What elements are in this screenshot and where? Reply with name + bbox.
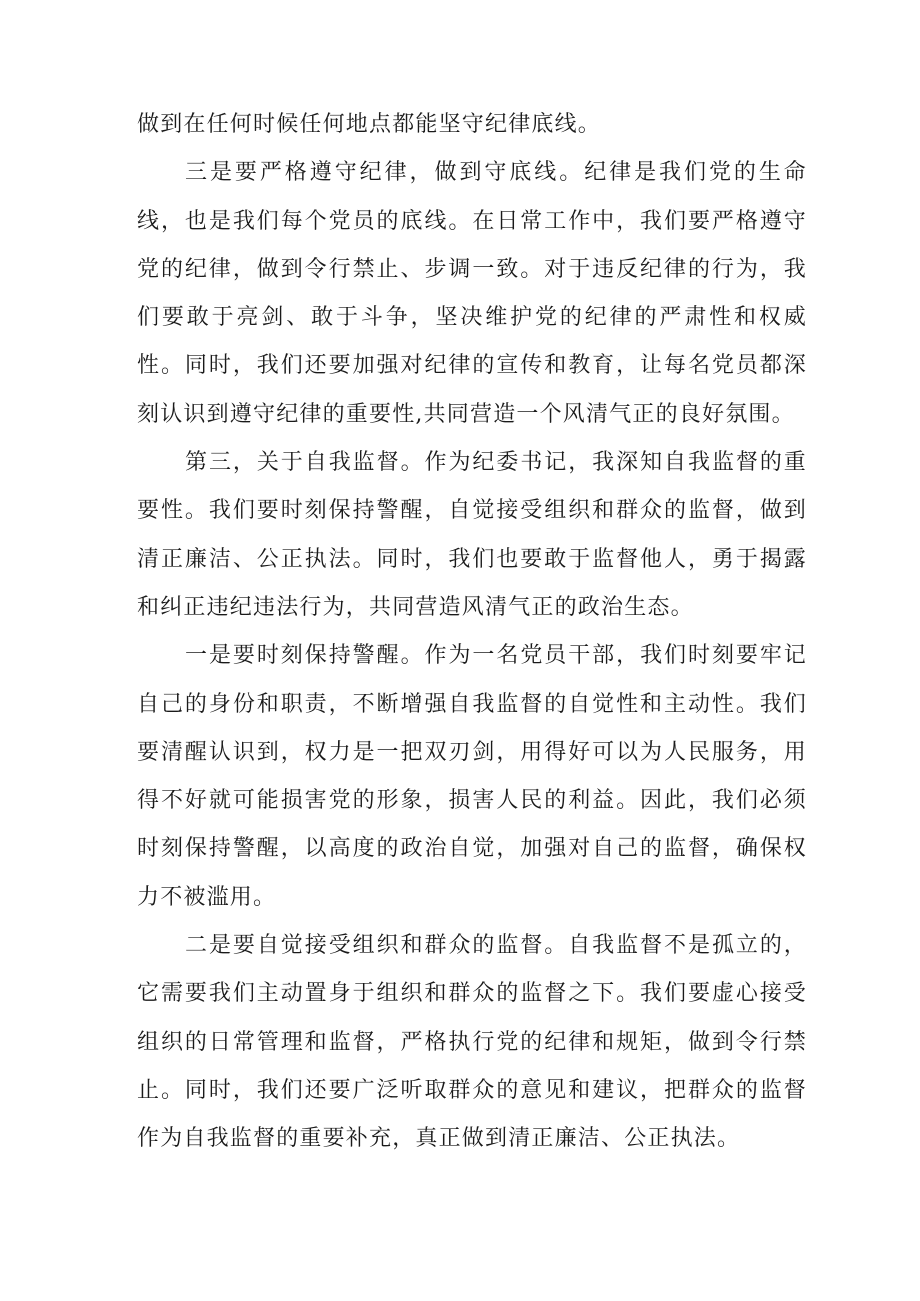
paragraph-accept-supervision: 二是要自觉接受组织和群众的监督。自我监督不是孤立的，它需要我们主动置身于组织和群众的监督之下。我们要虚心接受组织的日常管理和监督，严格执行党的纪律和规矩，做到令行禁止。同时，我们还要广泛听取群众的意见和建议，把群众的监督作为自我监督的重要补充，真正做到清正廉洁、公正执法。 [137,933,807,1152]
document-body [137,101,807,1164]
paragraph-continuation: 做到在任何时候任何地点都能坚守纪律底线。 [137,112,602,137]
paragraph-stay-vigilant: 一是要时刻保持警醒。作为一名党员干部，我们时刻要牢记自己的身份和职责，不断增强自我监督的自觉性和主动性。我们要清醒认识到，权力是一把双刃剑，用得好可以为人民服务，用得不好就可能损害党的形象，损害人民的利益。因此，我们必须时刻保持警醒，以高度的政治自觉，加强对自己的监督，确保权力不被滥用。 [137,643,807,910]
paragraph-self-supervision: 第三，关于自我监督。作为纪委书记，我深知自我监督的重要性。我们要时刻保持警醒，自觉接受组织和群众的监督，做到清正廉洁、公正执法。同时，我们也要敢于监督他人，勇于揭露和纠正违纪违法行为，共同营造风清气正的政治生态。 [137,450,807,620]
paragraph-discipline-bottom-line: 三是要严格遵守纪律，做到守底线。纪律是我们党的生命线，也是我们每个党员的底线。在日常工作中，我们要严格遵守党的纪律，做到令行禁止、步调一致。对于违反纪律的行为，我们要敢于亮剑、敢于斗争，坚决维护党的纪律的严肃性和权威性。同时，我们还要加强对纪律的宣传和教育，让每名党员都深刻认识到遵守纪律的重要性,共同营造一个风清气正的良好氛围。 [137,160,807,427]
